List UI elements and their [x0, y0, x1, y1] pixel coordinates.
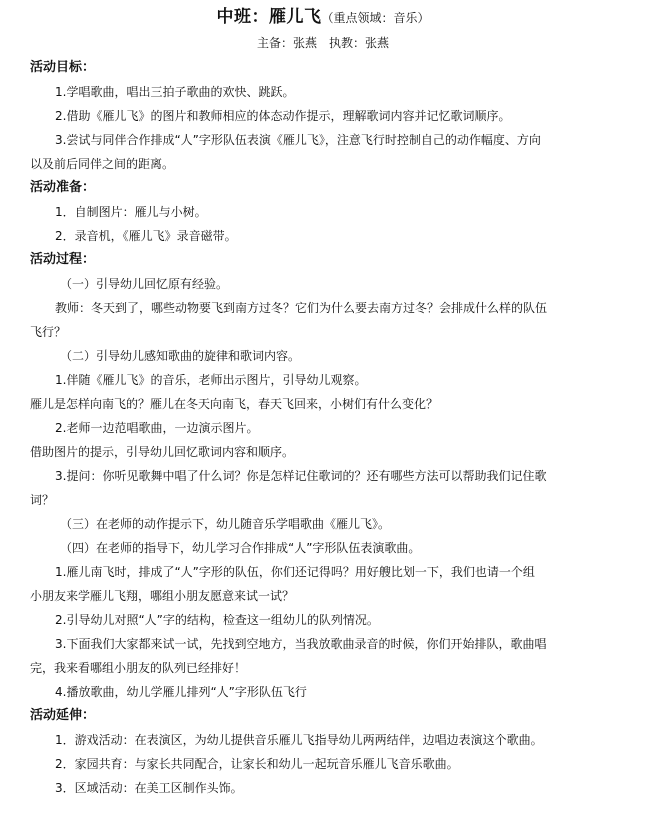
process-line: 词？: [30, 493, 55, 507]
goals-line: 1.学唱歌曲，唱出三拍子歌曲的欢快、跳跃。: [55, 85, 295, 99]
process-line: 完，我来看哪组小朋友的队列已经排好！: [30, 661, 247, 675]
process-line: 雁儿是怎样向南飞的？雁儿在冬天向南飞，春天飞回来，小树们有什么变化？: [30, 397, 439, 411]
prep-line: 1．自制图片：雁儿与小树。: [55, 205, 207, 219]
process-line: 3.提问：你听见歌舞中唱了什么词？你是怎样记住歌词的？还有哪些方法可以帮助我们记住歌: [55, 469, 547, 483]
process-line: 1.雁儿南飞时，排成了“人”字形的队伍，你们还记得吗？用好艘比划一下，我们也请一个组: [55, 565, 535, 579]
process-line: 2.引导幼儿对照“人”字的结构，检查这一组幼儿的队列情况。: [55, 613, 379, 627]
process-line: 小朋友来学雁儿飞翔，哪组小朋友愿意来试一试？: [30, 589, 295, 603]
extension-line: 2．家园共育：与家长共同配合，让家长和幼儿一起玩音乐雁儿飞音乐歌曲。: [55, 757, 459, 771]
process-line: （四）在老师的指导下，幼儿学习合作排成“人”字形队伍表演歌曲。: [60, 541, 421, 555]
goals-line: 以及前后同伴之间的距离。: [30, 157, 175, 171]
goals-line: 3.尝试与同伴合作排成“人”字形队伍表演《雁儿飞》，注意飞行时控制自己的动作幅度、方向: [55, 133, 541, 147]
process-line: 2.老师一边范唱歌曲，一边演示图片。: [55, 421, 259, 435]
document-title: [0, 6, 646, 29]
goals-line: 2.借助《雁儿飞》的图片和教师相应的体态动作提示，理解歌词内容并记忆歌词顺序。: [55, 109, 511, 123]
process-heading: 活动过程：: [30, 252, 96, 267]
prep-line: 2．录音机，《雁儿飞》录音磁带。: [55, 229, 237, 243]
process-line: 4.播放歌曲，幼儿学雁儿排列“人”字形队伍飞行: [55, 685, 307, 699]
goals-heading: 活动目标：: [30, 60, 96, 75]
process-line: （三）在老师的动作提示下，幼儿随音乐学唱歌曲《雁儿飞》。: [60, 517, 391, 531]
extension-line: 1．游戏活动：在表演区，为幼儿提供音乐雁儿飞指导幼儿两两结伴，边唱边表演这个歌曲。: [55, 733, 543, 747]
process-line: 教师：冬天到了，哪些动物要飞到南方过冬？它们为什么要去南方过冬？会排成什么样的队伍: [55, 301, 548, 315]
process-line: （一）引导幼儿回忆原有经验。: [60, 277, 229, 291]
prep-heading: 活动准备：: [30, 180, 96, 195]
process-line: 借助图片的提示，引导幼儿回忆歌词内容和顺序。: [30, 445, 295, 459]
extension-line: 3．区域活动：在美工区制作头饰。: [55, 781, 243, 795]
title-subject-note: （重点领域：音乐）: [321, 11, 430, 25]
process-line: 1.伴随《雁儿飞》的音乐，老师出示图片，引导幼儿观察。: [55, 373, 367, 387]
process-line: （二）引导幼儿感知歌曲的旋律和歌词内容。: [60, 349, 301, 363]
extension-heading: 活动延伸：: [30, 708, 96, 723]
author-byline: 主备：张燕 执教：张燕: [256, 36, 389, 50]
process-line: 飞行？: [30, 325, 67, 339]
process-line: 3.下面我们大家都来试一试，先找到空地方，当我放歌曲录音的时候，你们开始排队，歌曲唱: [55, 637, 547, 651]
title-main: 中班：雁儿飞: [216, 7, 322, 27]
